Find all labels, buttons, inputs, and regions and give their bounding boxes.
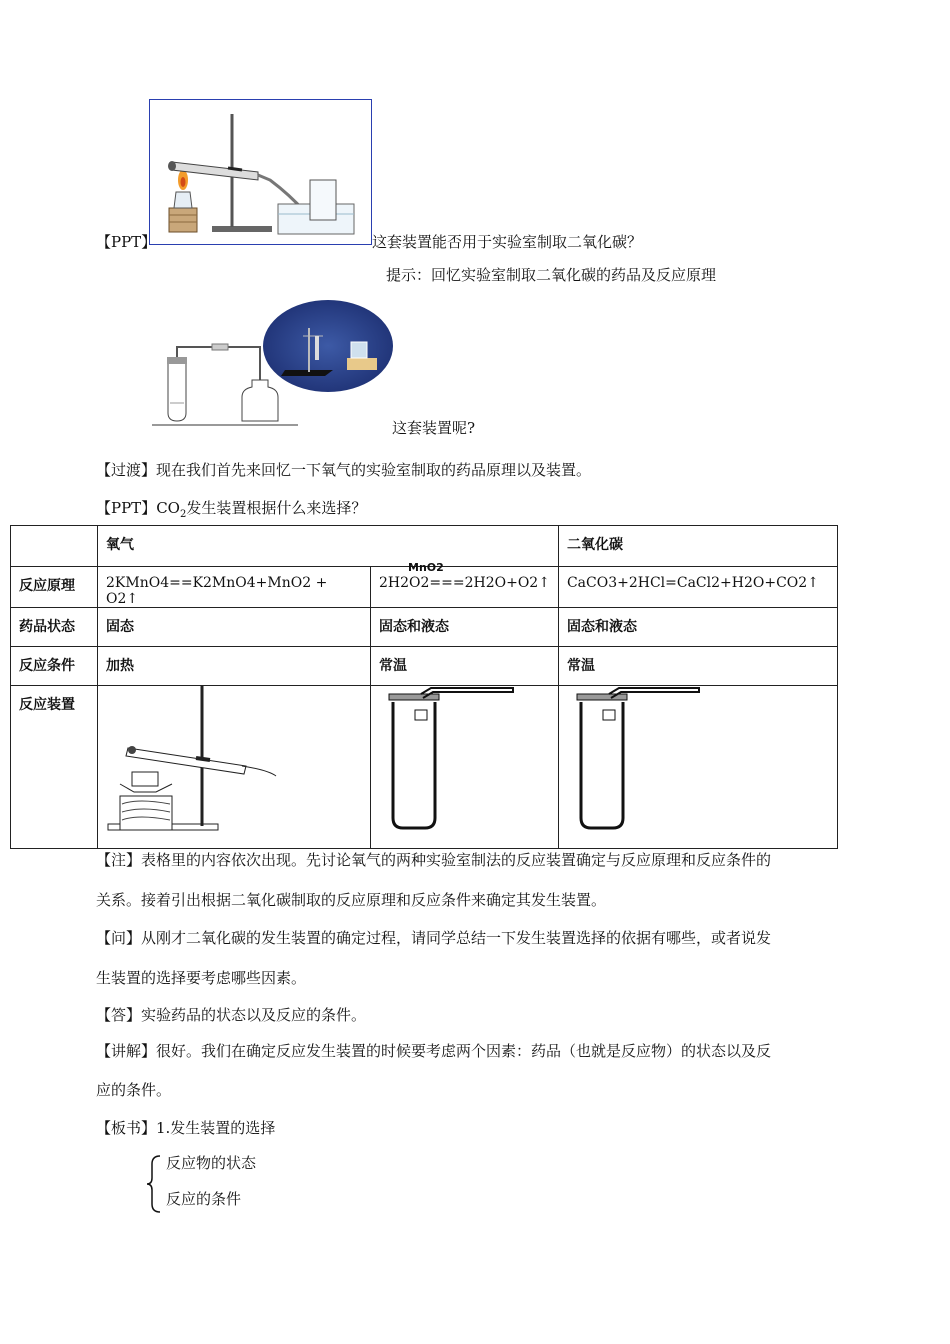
hint-text: 提示：回忆实验室制取二氧化碳的药品及反应原理 xyxy=(386,266,717,284)
note-line1: 【注】表格里的内容依次出现。先讨论氧气的两种实验室制法的反应装置确定与反应原理和反应条件的 xyxy=(96,851,772,869)
figure-photo-apparatus xyxy=(263,300,393,392)
cell-state-caco3: 固态和液态 xyxy=(558,608,837,647)
header-empty xyxy=(11,526,98,567)
catalyst-label: MnO2 xyxy=(408,561,444,574)
note-line2: 关系。接着引出根据二氧化碳制取的反应原理和反应条件来确定其发生装置。 xyxy=(96,891,607,909)
cell-cond-kmno4: 加热 xyxy=(98,647,371,686)
row-label-condition: 反应条件 xyxy=(11,647,98,686)
cell-cond-caco3: 常温 xyxy=(558,647,837,686)
kmno4-apparatus-drawing xyxy=(98,686,354,844)
answer-line: 【答】实验药品的状态以及反应的条件。 xyxy=(96,1006,367,1024)
ppt3-rest: 发生装置根据什么来选择？ xyxy=(186,499,367,517)
ask-line1: 【问】从刚才二氧化碳的发生装置的确定过程，请同学总结一下发生装置选择的依据有哪些，或者说发 xyxy=(96,929,772,947)
row-label-apparatus: 反应装置 xyxy=(11,686,98,849)
explain-line2: 应的条件。 xyxy=(96,1081,172,1099)
header-co2: 二氧化碳 xyxy=(558,526,837,567)
cell-eq-h2o2: 2H2O2===2H2O+O2↑ xyxy=(371,567,559,608)
cell-eq-kmno4: 2KMnO4==K2MnO4+MnO2 + O2↑ xyxy=(98,567,371,608)
ppt3-line xyxy=(96,497,366,520)
ppt3-sub: 2 xyxy=(179,509,187,520)
cell-apparatus-caco3 xyxy=(558,686,837,849)
board-item-2: 反应的条件 xyxy=(166,1190,242,1208)
ask-line2: 生装置的选择要考虑哪些因素。 xyxy=(96,969,307,987)
caco3-apparatus-drawing xyxy=(559,686,759,844)
row-label-principle: 反应原理 xyxy=(11,567,98,608)
ppt3-tag: 【PPT】 xyxy=(96,499,157,517)
header-oxygen: 氧气 xyxy=(98,526,559,567)
cell-cond-h2o2: 常温 xyxy=(371,647,559,686)
cell-apparatus-kmno4 xyxy=(98,686,371,849)
cell-eq-caco3: CaCO3+2HCl=CaCl2+H2O+CO2↑ xyxy=(558,567,837,608)
board-line: 【板书】1.发生装置的选择 xyxy=(96,1119,276,1137)
cell-apparatus-h2o2 xyxy=(371,686,559,849)
h2o2-apparatus-drawing xyxy=(371,686,539,844)
transition-text: 【过渡】现在我们首先来回忆一下氧气的实验室制取的药品原理以及装置。 xyxy=(96,461,592,479)
brace-icon xyxy=(146,1154,166,1218)
explain-line1: 【讲解】很好。我们在确定反应发生装置的时候要考虑两个因素：药品（也就是反应物）的状态以及反 xyxy=(96,1042,772,1060)
ppt2-caption: 这套装置呢? xyxy=(392,419,476,437)
cell-state-h2o2: 固态和液态 xyxy=(371,608,559,647)
ppt1-tag: 【PPT】 xyxy=(96,233,157,251)
board-item-1: 反应物的状态 xyxy=(166,1154,257,1172)
ppt1-question: 这套装置能否用于实验室制取二氧化碳？ xyxy=(372,233,643,251)
row-label-state: 药品状态 xyxy=(11,608,98,647)
cell-state-kmno4: 固态 xyxy=(98,608,371,647)
ppt3-co: CO xyxy=(156,499,180,517)
figure-heating-apparatus xyxy=(149,99,372,245)
